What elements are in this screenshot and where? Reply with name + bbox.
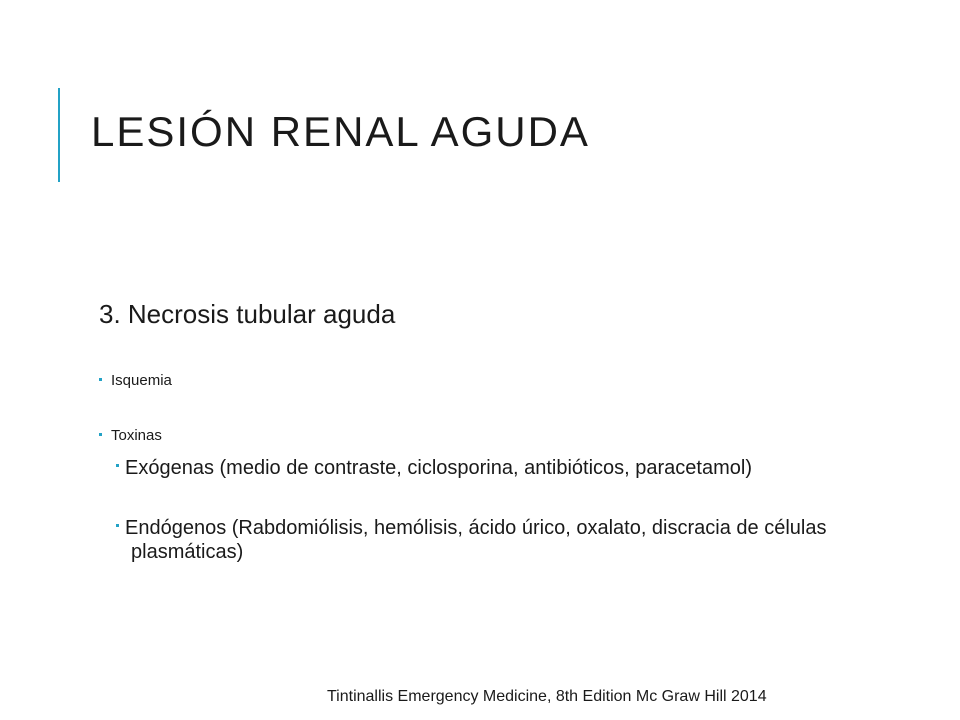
bullet-text: Toxinas [111, 427, 162, 444]
sub-bullet-item [116, 456, 871, 480]
bullet-marker-icon [116, 524, 119, 527]
sub-bullet-text: Endógenos (Rabdomiólisis, hemólisis, ácido úrico, oxalato, discracia de células plasmáticas) [125, 517, 827, 563]
title-accent-bar [58, 88, 60, 182]
bullet-item [99, 372, 172, 389]
bullet-text: Isquemia [111, 372, 172, 389]
sub-bullet-text: Exógenas (medio de contraste, ciclosporina, antibióticos, paracetamol) [125, 457, 752, 479]
sub-bullet-item [116, 516, 871, 564]
section-heading: 3. Necrosis tubular aguda [99, 299, 396, 329]
bullet-marker-icon [99, 378, 102, 381]
slide-title: LESIÓN RENAL AGUDA [91, 108, 590, 155]
bullet-item [99, 427, 162, 444]
bullet-marker-icon [116, 464, 119, 467]
source-citation: Tintinallis Emergency Medicine, 8th Edition Mc Graw Hill 2014 [327, 688, 767, 705]
bullet-marker-icon [99, 433, 102, 436]
